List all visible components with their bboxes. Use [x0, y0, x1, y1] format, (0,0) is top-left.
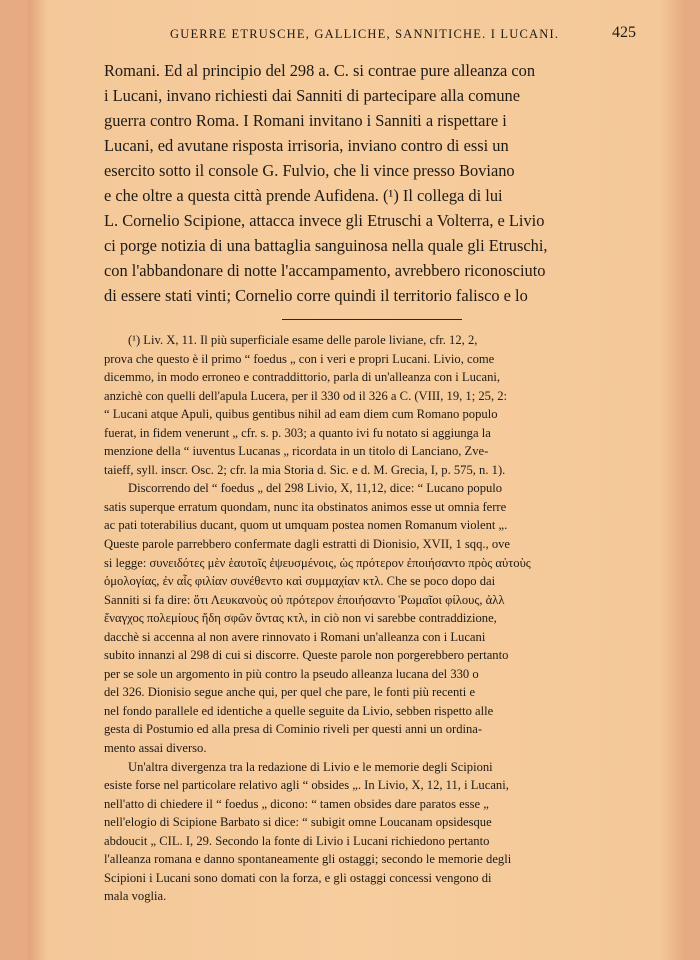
footnote-line: Scipioni i Lucani sono domati con la forza, e gli ostaggi concessi vengono di [104, 870, 492, 885]
footnote-line: ὁμολογίας, ἐν αἷς φιλίαν συνέθεντο καὶ συμμαχίαν κτλ. Che se poco dopo dai [104, 574, 496, 589]
footnote-line: dicemmo, in modo erroneo e contraddittorio, parla di un'alleanza con i Lucani, [104, 370, 501, 385]
footnote-line: Discorrendo del “ foedus „ del 298 Livio, X, 11,12, dice: “ Lucano populo [128, 481, 503, 496]
text-line: esercito sotto il console G. Fulvio, che li vince presso Boviano [104, 161, 515, 180]
text-line: e che oltre a questa città prende Aufidena. (¹) Il collega di lui [104, 186, 503, 205]
footnote-line: prova che questo è il primo “ foedus „ con i veri e propri Lucani. Livio, come [104, 351, 495, 366]
footnote-line: (¹) Liv. X, 11. Il più superficiale esame delle parole liviane, cfr. 12, 2, [128, 333, 478, 347]
footnote-line: abdoucit „ CIL. I, 29. Secondo la fonte di Livio i Lucani richiedono pertanto [104, 833, 490, 848]
text-line: di essere stati vinti; Cornelio corre quindi il territorio falisco e lo [104, 286, 528, 305]
footnote-line: Sanniti si fa dire: ὅτι Λευκανοὺς οὐ πρότερον ἐποιήσαντο Ῥωμαῖοι φίλους, ἀλλ [104, 592, 505, 607]
footnote-line: mala voglia. [104, 889, 167, 904]
footnote-line: si legge: συνειδότες μὲν ἑαυτοῖς ἐψευσμένοις, ὡς πρότερον ἐποιήσαντο πρὸς αὐτοὺς [104, 555, 531, 570]
text-line: ci porge notizia di una battaglia sanguinosa nella quale gli Etruschi, [104, 236, 548, 255]
footnote-line: “ Lucani atque Apuli, quibus gentibus nihil ad eam diem cum Romano populo [104, 407, 498, 422]
page-number: 425 [612, 24, 636, 41]
footnote-line: nel fondo parallele ed identiche a quelle seguite da Livio, sebben rispetto alle [104, 703, 494, 718]
footnote-line: taieff, syll. inscr. Osc. 2; cfr. la mia Storia d. Sic. e d. M. Grecia, I, p. 575, n. 1). [104, 462, 506, 477]
footnote-line: anzichè con quelli dell'apula Lucera, per il 330 od il 326 a C. (VIII, 19, 1; 25, 2: [104, 388, 508, 403]
running-header: GUERRE ETRUSCHE, GALLICHE, SANNITICHE. I LUCANI. [170, 27, 560, 41]
footnote-line: menzione della “ iuventus Lucanas „ ricordata in un titolo di Lanciano, Zve- [104, 444, 489, 459]
footnote-line: Queste parole parrebbero confermate dagli estratti di Dionisio, XVII, 1 sqq., ove [104, 537, 511, 552]
footnote-line: dacchè si accenna al non avere rinnovato i Romani un'alleanza con i Lucani [104, 629, 486, 644]
footnote-divider [282, 319, 462, 320]
text-line: Romani. Ed al principio del 298 a. C. si contrae pure alleanza con [104, 61, 536, 80]
footnote-line: fuerat, in fidem venerunt „ cfr. s. p. 303; a quanto ivi fu notato si aggiunga la [104, 425, 491, 440]
main-text [104, 58, 636, 308]
footnote-line: mento assai diverso. [104, 741, 207, 756]
footnotes [104, 331, 638, 906]
footnote-line: gesta di Postumio ed alla presa di Cominio riveli per questi anni un ordina- [104, 722, 483, 737]
text-line: L. Cornelio Scipione, attacca invece gli Etruschi a Volterra, e Livio [104, 211, 545, 230]
footnote-line: ac pati toterabilius ducant, quom ut umquam postea nomen Romanum violent „. [104, 518, 508, 533]
footnote-line: satis superque erratum quondam, nunc ita obstinatos animos esse ut omnia ferre [104, 499, 507, 514]
footnote-line: subito innanzi al 298 di cui si discorre. Queste parole non porgerebbero pertanto [104, 648, 509, 663]
footnote-line: esiste forse nel particolare relativo agli “ obsides „. In Livio, X, 12, 11, i Lucani, [104, 778, 509, 793]
book-page [28, 0, 686, 960]
footnote-line: nell'atto di chiedere il “ foedus „ dicono: “ tamen obsides dare paratos esse „ [104, 796, 489, 811]
footnote-line: l'alleanza romana e danno spontaneamente gli ostaggi; secondo le memorie degli [104, 852, 512, 867]
footnote-line: Un'altra divergenza tra la redazione di Livio e le memorie degli Scipioni [128, 759, 493, 774]
text-line: con l'abbandonare di notte l'accampamento, avrebbero riconosciuto [104, 261, 546, 280]
footnote-line: nell'elogio di Scipione Barbato si dice: “ subigit omne Loucanam opsidesque [104, 815, 492, 830]
footnote-line: del 326. Dionisio segue anche qui, per quel che pare, le fonti più recenti e [104, 685, 476, 700]
text-line: i Lucani, invano richiesti dai Sanniti di partecipare alla comune [104, 86, 520, 105]
text-line: guerra contro Roma. I Romani invitano i Sanniti a rispettare i [104, 111, 507, 130]
footnote-line: per se sole un argomento in più contro la pseudo alleanza lucana del 330 o [104, 666, 479, 681]
footnote-line: ἔναγχος πολεμίους ἤδη σφῶν ὄντας κτλ, in ciò non vi sarebbe contraddizione, [104, 611, 497, 626]
text-line: Lucani, ed avutane risposta irrisoria, inviano contro di essi un [104, 136, 509, 155]
